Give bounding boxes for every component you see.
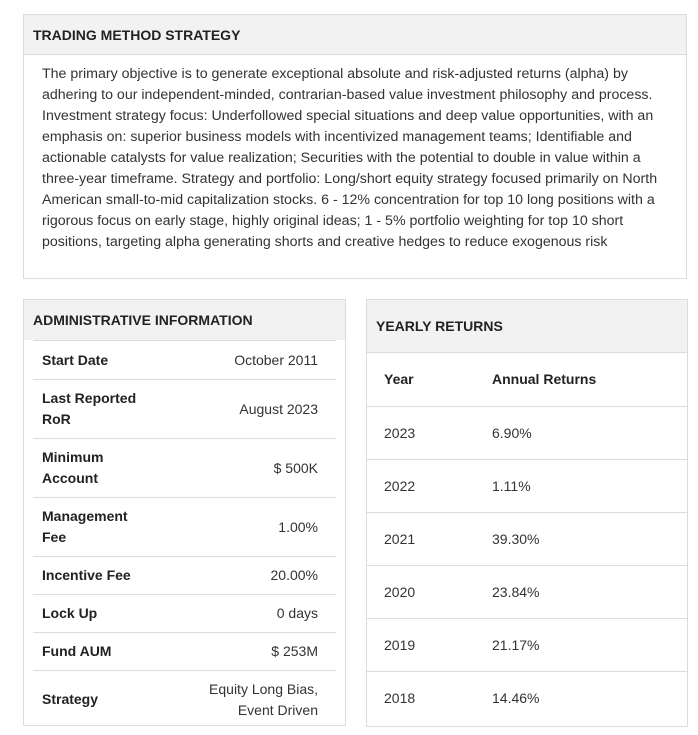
year-cell: 2022 [367, 459, 492, 512]
admin-label: Fund AUM [33, 633, 170, 671]
year-cell: 2019 [367, 618, 492, 671]
return-cell: 39.30% [492, 512, 687, 565]
year-cell: 2018 [367, 671, 492, 724]
year-cell: 2023 [367, 406, 492, 459]
year-cell: 2020 [367, 565, 492, 618]
table-row [367, 565, 687, 618]
table-row [367, 512, 687, 565]
return-cell: 14.46% [492, 671, 687, 724]
admin-value: August 2023 [170, 380, 336, 439]
administrative-information-panel [23, 299, 346, 726]
admin-table [33, 340, 336, 729]
admin-row-minimum-account [33, 439, 336, 498]
yearly-header-row [367, 353, 687, 406]
table-row [367, 618, 687, 671]
return-cell: 1.11% [492, 459, 687, 512]
strategy-description: The primary objective is to generate exceptional absolute and risk-adjusted returns (alpha) by adhering to our independent-minded, contrarian-based value investment philosophy and process. Investment strategy focus: Underfollowed special situations and deep value opportunities, with an emphasis on: superior business models with incentivized management teams; Identifiable and actionable catalysts for value realization; Securities with the potential to double in value within a three-year timeframe. Strategy and portfolio: Long/short equity strategy focused primarily on North American small-to-mid capitalization stocks. 6 - 12% concentration for top 10 long positions with a rigorous focus on early stage, highly original ideas; 1 - 5% portfolio weighting for top 10 short positions, targeting alpha generating shorts and creative hedges to reduce exogenous risk [42, 66, 658, 250]
admin-value: October 2011 [170, 341, 336, 380]
yearly-returns-table [367, 353, 687, 724]
yearly-title: YEARLY RETURNS [367, 300, 687, 353]
admin-value: $ 253M [170, 633, 336, 671]
table-row [367, 459, 687, 512]
trading-method-strategy-panel [23, 14, 687, 279]
admin-row-lock-up [33, 595, 336, 633]
admin-row-fund-aum [33, 633, 336, 671]
year-column-header: Year [384, 371, 414, 388]
admin-value: $ 500K [170, 439, 336, 498]
admin-label: Last Reported RoR [33, 380, 170, 439]
admin-label: Lock Up [33, 595, 170, 633]
admin-row-last-reported-ror [33, 380, 336, 439]
admin-value: 0 days [170, 595, 336, 633]
admin-value: Equity Long Bias, Event Driven [170, 671, 336, 729]
table-row [367, 406, 687, 459]
admin-row-start-date [33, 341, 336, 380]
admin-label: Minimum Account [33, 439, 170, 498]
admin-label: Strategy [33, 671, 170, 729]
table-row [367, 671, 687, 724]
return-cell: 21.17% [492, 618, 687, 671]
admin-value: 20.00% [170, 557, 336, 595]
admin-label: Management Fee [33, 498, 170, 557]
admin-value: 1.00% [170, 498, 336, 557]
yearly-returns-panel [366, 299, 688, 727]
admin-row-strategy [33, 671, 336, 729]
year-cell: 2021 [367, 512, 492, 565]
admin-title: ADMINISTRATIVE INFORMATION [24, 300, 345, 340]
return-cell: 23.84% [492, 565, 687, 618]
admin-label: Incentive Fee [33, 557, 170, 595]
return-cell: 6.90% [492, 406, 687, 459]
admin-label: Start Date [33, 341, 170, 380]
annual-returns-column-header: Annual Returns [492, 371, 597, 388]
admin-row-incentive-fee [33, 557, 336, 595]
admin-row-management-fee [33, 498, 336, 557]
strategy-title: TRADING METHOD STRATEGY [24, 15, 686, 55]
